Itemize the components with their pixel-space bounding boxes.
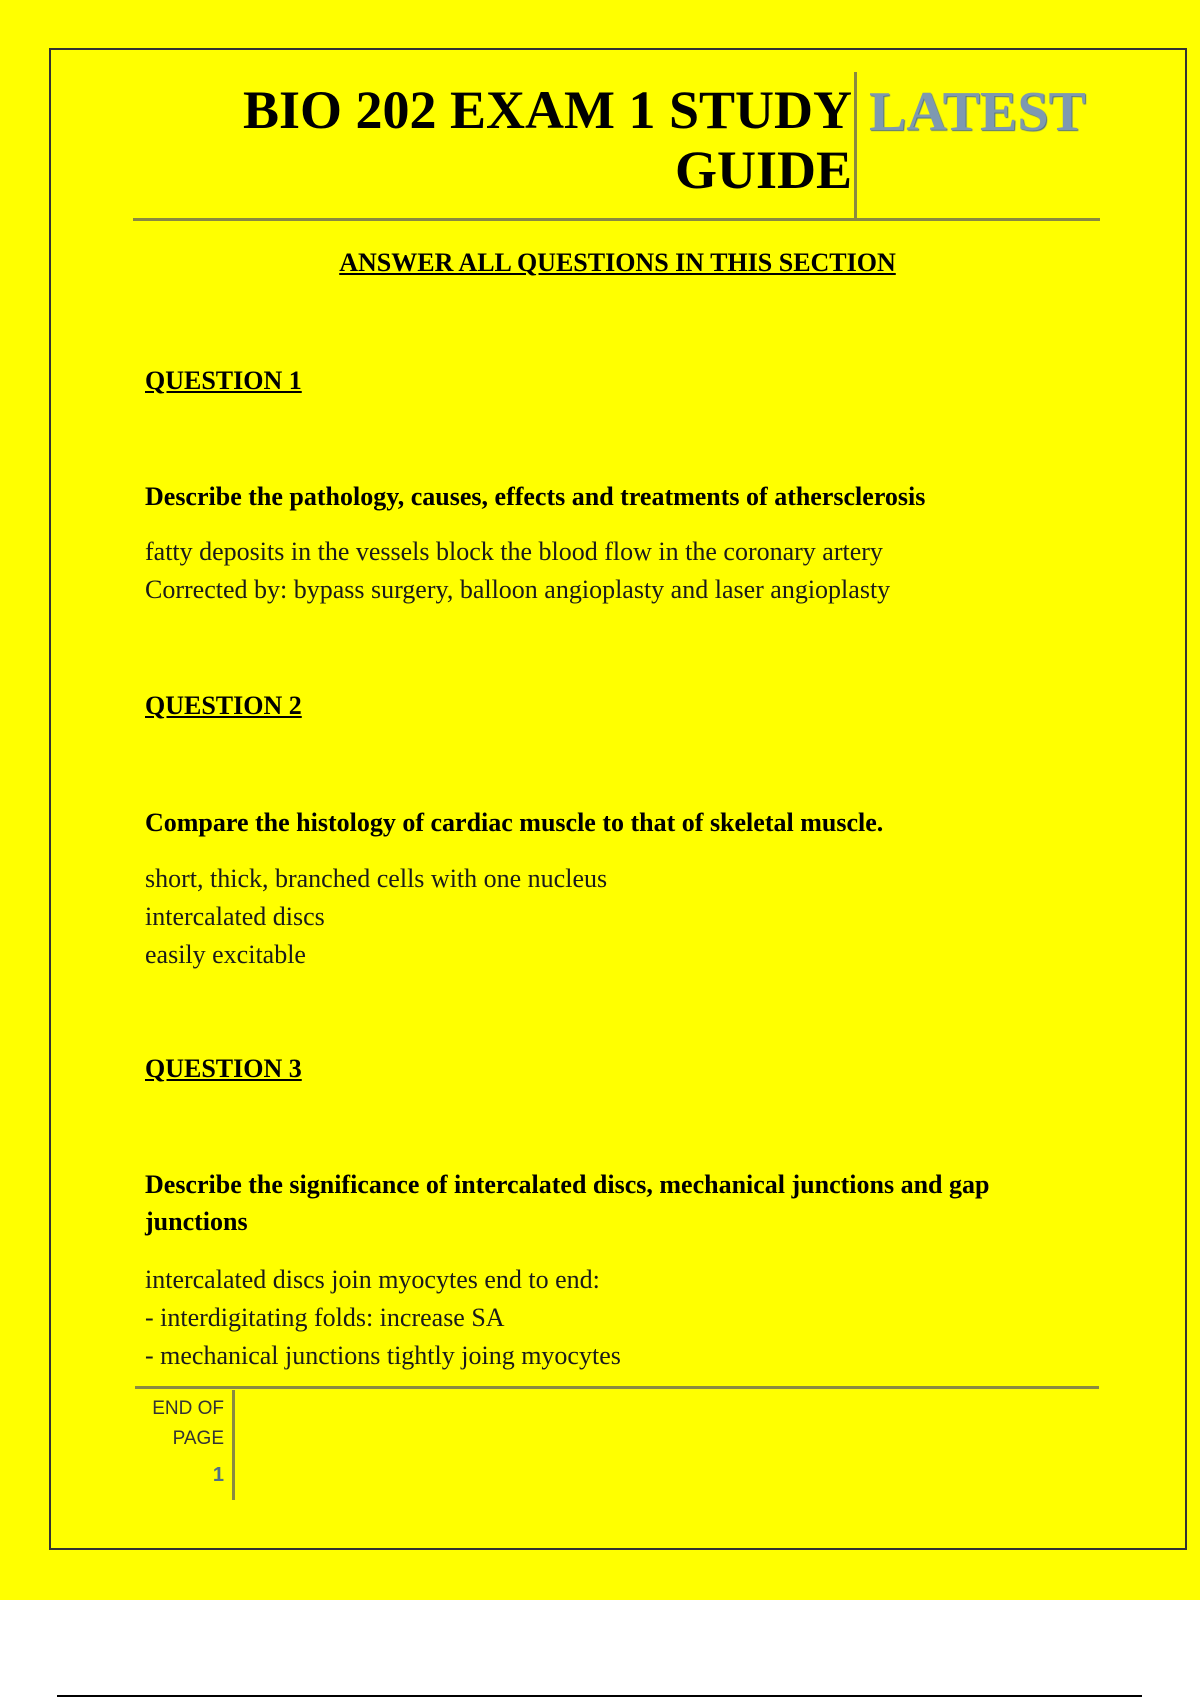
answer-line: - interdigitating folds: increase SA [145,1303,505,1332]
question-1-answer [145,533,1075,609]
title-line-2: GUIDE [674,140,852,200]
question-2-answer [145,860,1075,974]
question-3-label: QUESTION 3 [145,1054,302,1083]
latest-badge: LATEST [869,81,1086,143]
footer-rule [135,1386,1099,1389]
footer-line-1: END OF [152,1398,224,1419]
page-number: 1 [212,1464,224,1486]
question-2-label: QUESTION 2 [145,691,302,720]
title-block [135,72,1098,222]
answer-line: intercalated discs [145,902,325,931]
next-page-rule [57,1695,1142,1697]
document-title [232,80,852,200]
question-1-label: QUESTION 1 [145,366,302,395]
section-heading: ANSWER ALL QUESTIONS IN THIS SECTION [339,248,896,277]
answer-line: short, thick, branched cells with one nucleus [145,864,608,893]
title-divider [854,72,857,220]
title-line-1: BIO 202 EXAM 1 STUDY [242,80,852,140]
footer-line-2: PAGE [172,1428,224,1449]
answer-line: intercalated discs join myocytes end to end: [145,1265,600,1294]
question-3-prompt: Describe the significance of intercalated discs, mechanical junctions and gap junctions [145,1170,990,1236]
question-3-answer [145,1261,1075,1375]
answer-line: - mechanical junctions tightly joing myocytes [145,1341,621,1370]
title-rule [133,218,1100,221]
end-of-page-label [140,1394,224,1454]
answer-line: fatty deposits in the vessels block the blood flow in the coronary artery [145,537,883,566]
question-1-prompt: Describe the pathology, causes, effects and treatments of athersclerosis [145,482,926,511]
question-2-prompt: Compare the histology of cardiac muscle to that of skeletal muscle. [145,808,884,837]
answer-line: easily excitable [145,940,306,969]
footer-divider [232,1390,235,1500]
answer-line: Corrected by: bypass surgery, balloon angioplasty and laser angioplasty [145,575,891,604]
